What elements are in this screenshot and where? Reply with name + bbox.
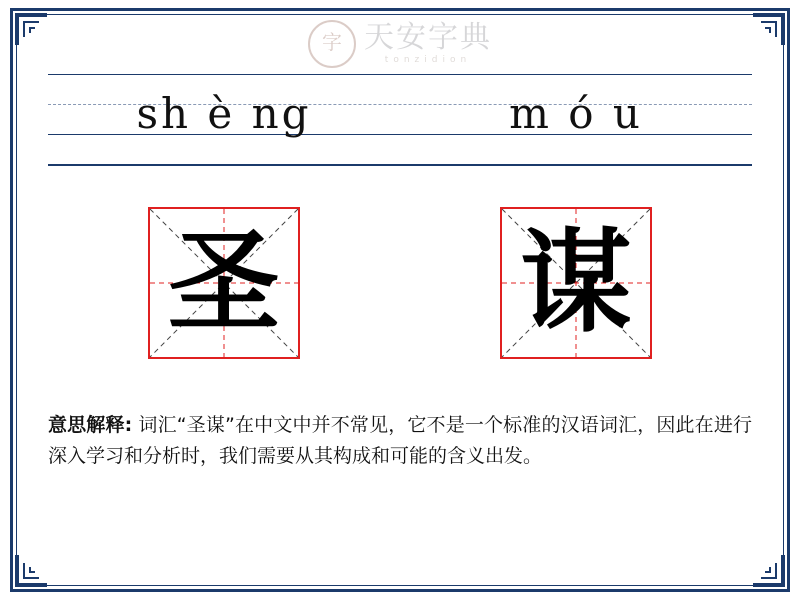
pinyin-row [48,88,752,148]
character-glyph: 谋 [520,218,632,348]
pinyin-syllable-2: m ó u [509,89,643,138]
character-cell-1 [48,200,400,366]
corner-ornament-icon [14,12,48,46]
tian-zi-ge-box [500,207,652,359]
character-glyph: 圣 [168,218,280,348]
corner-ornament-icon [14,554,48,588]
logo-title-en: tonzidion [384,55,472,65]
definition-label: 意思解释: [48,414,133,436]
character-row [48,200,752,366]
corner-ornament-icon [752,12,786,46]
staff-line-top [48,74,752,75]
corner-ornament-icon [752,554,786,588]
pinyin-syllable-1: sh è ng [136,89,312,138]
logo-title-cn: 天安字典 [364,20,492,55]
staff-line-bottom [48,164,752,166]
tian-zi-ge-box [148,207,300,359]
pinyin-staff [48,74,752,166]
character-cell-2 [400,200,752,366]
definition-block [48,410,752,472]
definition-text: 词汇“圣谋”在中文中并不常见，它不是一个标准的汉语词汇，因此在进行深入学习和分析时，我们需要从其构成和可能的含义出发。 [48,414,752,467]
seal-icon: 字 [308,20,356,68]
